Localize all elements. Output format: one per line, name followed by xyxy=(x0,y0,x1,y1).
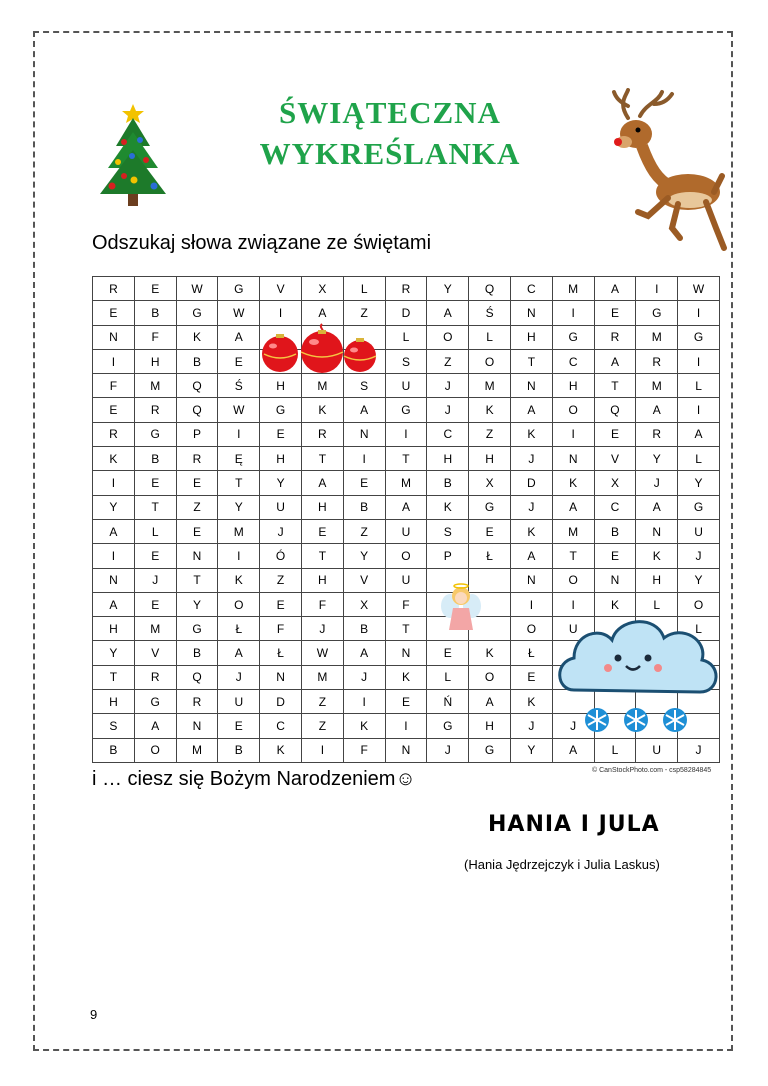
grid-row xyxy=(93,422,720,446)
grid-cell: L xyxy=(343,277,385,301)
grid-cell: K xyxy=(594,592,636,616)
grid-cell: C xyxy=(552,349,594,373)
grid-cell: K xyxy=(301,398,343,422)
grid-cell: Y xyxy=(510,738,552,762)
grid-cell: H xyxy=(260,374,302,398)
grid-cell: H xyxy=(93,690,135,714)
grid-cell: M xyxy=(134,374,176,398)
grid-cell: M xyxy=(636,374,678,398)
grid-cell: K xyxy=(93,447,135,471)
grid-cell: M xyxy=(301,665,343,689)
grid-cell: M xyxy=(301,374,343,398)
grid-cell: K xyxy=(385,665,427,689)
grid-cell: A xyxy=(427,301,469,325)
grid-cell: J xyxy=(427,738,469,762)
grid-cell: L xyxy=(469,325,511,349)
grid-cell: J xyxy=(260,519,302,543)
grid-cell: H xyxy=(552,374,594,398)
grid-cell: H xyxy=(469,714,511,738)
grid-cell: E xyxy=(134,544,176,568)
grid-cell: H xyxy=(134,349,176,373)
grid-cell: E xyxy=(93,398,135,422)
grid-cell: E xyxy=(385,690,427,714)
grid-cell: J xyxy=(427,398,469,422)
grid-cell: C xyxy=(427,422,469,446)
grid-cell: N xyxy=(176,544,218,568)
grid-cell: N xyxy=(385,738,427,762)
grid-cell: Ł xyxy=(510,641,552,665)
grid-cell: B xyxy=(343,495,385,519)
grid-cell: V xyxy=(343,568,385,592)
grid-cell: T xyxy=(510,349,552,373)
grid-cell: I xyxy=(385,422,427,446)
grid-cell: H xyxy=(469,447,511,471)
page-number: 9 xyxy=(90,1007,98,1022)
grid-cell: O xyxy=(385,544,427,568)
grid-cell: X xyxy=(594,471,636,495)
grid-cell: G xyxy=(678,325,720,349)
grid-cell: N xyxy=(510,568,552,592)
grid-cell: K xyxy=(218,568,260,592)
grid-cell: V xyxy=(260,277,302,301)
grid-cell: X xyxy=(301,277,343,301)
grid-cell: Ó xyxy=(260,544,302,568)
grid-cell: K xyxy=(469,641,511,665)
grid-cell: X xyxy=(469,471,511,495)
grid-cell: U xyxy=(385,374,427,398)
grid-cell: G xyxy=(176,301,218,325)
grid-cell: I xyxy=(93,471,135,495)
grid-cell: L xyxy=(678,374,720,398)
grid-cell: N xyxy=(343,422,385,446)
grid-cell: J xyxy=(218,665,260,689)
grid-cell: D xyxy=(260,690,302,714)
grid-cell: I xyxy=(218,544,260,568)
grid-cell: Z xyxy=(301,690,343,714)
grid-cell: M xyxy=(552,277,594,301)
grid-cell: K xyxy=(510,519,552,543)
grid-cell: V xyxy=(134,641,176,665)
grid-cell: E xyxy=(176,519,218,543)
grid-cell: I xyxy=(343,690,385,714)
grid-cell: N xyxy=(260,665,302,689)
grid-cell: Z xyxy=(343,301,385,325)
grid-cell: B xyxy=(176,641,218,665)
grid-cell: J xyxy=(552,714,594,738)
grid-cell: N xyxy=(93,325,135,349)
grid-cell: A xyxy=(343,398,385,422)
grid-cell: Q xyxy=(176,665,218,689)
grid-row xyxy=(93,301,720,325)
grid-cell: I xyxy=(552,592,594,616)
grid-cell: Q xyxy=(176,374,218,398)
grid-cell: X xyxy=(343,592,385,616)
grid-cell: Y xyxy=(343,544,385,568)
grid-cell: L xyxy=(678,617,720,641)
grid-cell: H xyxy=(510,325,552,349)
grid-cell: J xyxy=(636,471,678,495)
grid-cell: A xyxy=(301,301,343,325)
image-credit: © CanStockPhoto.com - csp58284845 xyxy=(592,767,712,774)
grid-cell: O xyxy=(552,398,594,422)
grid-cell: Ę xyxy=(218,447,260,471)
grid-cell: A xyxy=(678,422,720,446)
grid-cell: J xyxy=(343,665,385,689)
grid-cell: Z xyxy=(301,714,343,738)
grid-cell: K xyxy=(510,690,552,714)
grid-cell: G xyxy=(552,325,594,349)
grid-cell: A xyxy=(594,349,636,373)
grid-cell: A xyxy=(343,641,385,665)
grid-cell: B xyxy=(594,519,636,543)
grid-cell: R xyxy=(594,325,636,349)
grid-cell: O xyxy=(427,325,469,349)
grid-cell: A xyxy=(552,495,594,519)
grid-cell: N xyxy=(552,447,594,471)
grid-row xyxy=(93,568,720,592)
grid-cell: T xyxy=(93,665,135,689)
grid-row xyxy=(93,374,720,398)
grid-cell: I xyxy=(260,301,302,325)
grid-cell: F xyxy=(343,738,385,762)
grid-cell: O xyxy=(134,738,176,762)
grid-cell: Ł xyxy=(469,544,511,568)
grid-cell: T xyxy=(385,617,427,641)
grid-cell: A xyxy=(301,471,343,495)
grid-row xyxy=(93,349,720,373)
grid-cell: M xyxy=(385,471,427,495)
grid-cell: G xyxy=(636,301,678,325)
grid-cell: Ś xyxy=(218,374,260,398)
grid-cell: E xyxy=(260,422,302,446)
grid-cell: H xyxy=(301,495,343,519)
grid-cell: U xyxy=(636,738,678,762)
grid-cell: M xyxy=(176,738,218,762)
grid-cell: S xyxy=(385,349,427,373)
grid-cell: I xyxy=(636,277,678,301)
grid-cell: K xyxy=(552,471,594,495)
grid-cell: I xyxy=(678,349,720,373)
grid-cell: R xyxy=(301,422,343,446)
grid-cell: I xyxy=(343,447,385,471)
grid-cell: N xyxy=(510,301,552,325)
grid-cell: E xyxy=(301,519,343,543)
grid-cell: I xyxy=(678,398,720,422)
grid-cell: O xyxy=(469,349,511,373)
grid-cell: H xyxy=(260,447,302,471)
reindeer-icon xyxy=(598,88,728,254)
grid-cell: B xyxy=(93,738,135,762)
grid-cell: Y xyxy=(93,641,135,665)
grid-cell: E xyxy=(93,301,135,325)
grid-cell: E xyxy=(176,471,218,495)
grid-cell: A xyxy=(594,277,636,301)
grid-cell: J xyxy=(510,714,552,738)
grid-cell: A xyxy=(636,495,678,519)
grid-row xyxy=(93,519,720,543)
grid-cell: I xyxy=(385,714,427,738)
grid-cell: B xyxy=(343,617,385,641)
grid-cell: B xyxy=(134,301,176,325)
grid-cell: Y xyxy=(678,471,720,495)
grid-cell: K xyxy=(260,738,302,762)
grid-cell: E xyxy=(594,422,636,446)
grid-cell: O xyxy=(218,592,260,616)
grid-cell: Ń xyxy=(427,690,469,714)
grid-cell: Z xyxy=(260,568,302,592)
grid-cell: T xyxy=(301,544,343,568)
grid-cell: U xyxy=(385,568,427,592)
grid-cell: I xyxy=(93,349,135,373)
grid-cell: S xyxy=(427,519,469,543)
christmas-tree-icon xyxy=(94,96,172,212)
grid-cell: A xyxy=(218,325,260,349)
grid-cell: R xyxy=(93,277,135,301)
grid-cell: N xyxy=(93,568,135,592)
grid-cell: E xyxy=(218,714,260,738)
grid-cell: W xyxy=(218,301,260,325)
page-title xyxy=(220,92,560,174)
grid-cell: R xyxy=(636,349,678,373)
grid-cell: O xyxy=(552,568,594,592)
grid-cell: J xyxy=(510,447,552,471)
grid-cell: G xyxy=(469,495,511,519)
grid-cell: E xyxy=(343,471,385,495)
angel-icon xyxy=(438,582,484,640)
grid-cell: E xyxy=(594,301,636,325)
grid-cell: N xyxy=(594,568,636,592)
grid-cell: R xyxy=(176,447,218,471)
grid-cell: J xyxy=(678,544,720,568)
grid-row xyxy=(93,447,720,471)
grid-cell: T xyxy=(176,568,218,592)
grid-cell: A xyxy=(218,641,260,665)
grid-cell: M xyxy=(134,617,176,641)
grid-cell: Z xyxy=(176,495,218,519)
grid-cell: B xyxy=(134,447,176,471)
grid-cell: Q xyxy=(594,398,636,422)
grid-cell: P xyxy=(427,544,469,568)
grid-cell: J xyxy=(301,617,343,641)
grid-row xyxy=(93,471,720,495)
grid-cell: V xyxy=(594,447,636,471)
grid-row xyxy=(93,398,720,422)
grid-cell: U xyxy=(678,519,720,543)
grid-cell: K xyxy=(427,495,469,519)
grid-cell: E xyxy=(134,592,176,616)
grid-cell: K xyxy=(469,398,511,422)
grid-cell: L xyxy=(427,665,469,689)
grid-cell: Y xyxy=(678,568,720,592)
grid-cell: I xyxy=(510,592,552,616)
grid-cell: I xyxy=(552,422,594,446)
grid-cell: Y xyxy=(636,447,678,471)
grid-cell: E xyxy=(260,592,302,616)
grid-cell: J xyxy=(678,738,720,762)
grid-cell: N xyxy=(510,374,552,398)
grid-cell: C xyxy=(510,277,552,301)
grid-cell: S xyxy=(93,714,135,738)
grid-cell: R xyxy=(93,422,135,446)
grid-cell: G xyxy=(427,714,469,738)
grid-cell: E xyxy=(594,544,636,568)
grid-cell: H xyxy=(427,447,469,471)
grid-cell: U xyxy=(552,617,594,641)
title-line-2: WYKREŚLANKA xyxy=(259,136,521,171)
grid-cell: W xyxy=(678,277,720,301)
grid-cell: M xyxy=(469,374,511,398)
grid-cell: E xyxy=(510,665,552,689)
grid-cell: Z xyxy=(343,519,385,543)
grid-cell: N xyxy=(385,641,427,665)
grid-cell: W xyxy=(176,277,218,301)
grid-cell: J xyxy=(510,495,552,519)
grid-cell: L xyxy=(134,519,176,543)
grid-cell: R xyxy=(385,277,427,301)
title-line-1: ŚWIĄTECZNA xyxy=(279,95,501,130)
grid-cell: Z xyxy=(469,422,511,446)
grid-cell: A xyxy=(636,398,678,422)
grid-cell: W xyxy=(218,398,260,422)
grid-cell: Ś xyxy=(469,301,511,325)
grid-cell: L xyxy=(678,447,720,471)
grid-cell: L xyxy=(385,325,427,349)
grid-cell: I xyxy=(552,301,594,325)
grid-row xyxy=(93,277,720,301)
grid-cell: E xyxy=(134,277,176,301)
grid-cell: D xyxy=(385,301,427,325)
grid-cell: R xyxy=(636,422,678,446)
grid-cell: C xyxy=(260,714,302,738)
grid-cell: H xyxy=(301,568,343,592)
grid-cell: T xyxy=(385,447,427,471)
grid-cell: Y xyxy=(93,495,135,519)
grid-cell: C xyxy=(594,495,636,519)
grid-cell: A xyxy=(93,592,135,616)
grid-cell: E xyxy=(218,349,260,373)
grid-cell: G xyxy=(134,422,176,446)
grid-cell: Ł xyxy=(218,617,260,641)
grid-cell: G xyxy=(134,690,176,714)
grid-cell: A xyxy=(134,714,176,738)
grid-cell: I xyxy=(301,738,343,762)
grid-cell: Y xyxy=(176,592,218,616)
grid-cell: K xyxy=(343,714,385,738)
grid-row xyxy=(93,325,720,349)
grid-cell: U xyxy=(260,495,302,519)
grid-cell: K xyxy=(636,544,678,568)
grid-cell: I xyxy=(678,301,720,325)
grid-cell: A xyxy=(469,690,511,714)
grid-cell: G xyxy=(176,617,218,641)
grid-cell: F xyxy=(134,325,176,349)
grid-cell: E xyxy=(469,519,511,543)
grid-cell: D xyxy=(510,471,552,495)
grid-cell: O xyxy=(510,617,552,641)
grid-cell: Z xyxy=(427,349,469,373)
instructions: Odszukaj słowa związane ze świętami xyxy=(92,232,432,254)
grid-cell: S xyxy=(343,374,385,398)
grid-cell: G xyxy=(678,495,720,519)
grid-cell: T xyxy=(134,495,176,519)
grid-cell: Y xyxy=(427,277,469,301)
grid-cell: J xyxy=(134,568,176,592)
grid-cell: A xyxy=(385,495,427,519)
grid-cell: F xyxy=(385,592,427,616)
grid-cell: M xyxy=(552,519,594,543)
grid-cell: U xyxy=(385,519,427,543)
grid-cell: E xyxy=(134,471,176,495)
grid-cell: R xyxy=(134,398,176,422)
grid-cell: H xyxy=(636,568,678,592)
grid-cell: Q xyxy=(469,277,511,301)
grid-cell: Ł xyxy=(260,641,302,665)
grid-cell: W xyxy=(301,641,343,665)
grid-cell: A xyxy=(510,544,552,568)
cloud-snowflakes-icon xyxy=(552,610,722,746)
grid-cell: N xyxy=(176,714,218,738)
grid-cell: P xyxy=(176,422,218,446)
grid-cell: G xyxy=(260,398,302,422)
grid-cell: F xyxy=(301,592,343,616)
authors-full-names: (Hania Jędrzejczyk i Julia Laskus) xyxy=(464,857,660,872)
grid-cell: B xyxy=(218,738,260,762)
grid-cell: T xyxy=(218,471,260,495)
grid-cell: R xyxy=(134,665,176,689)
christmas-ornaments-icon xyxy=(260,322,380,378)
grid-cell: E xyxy=(427,641,469,665)
grid-cell: N xyxy=(636,519,678,543)
grid-cell: I xyxy=(218,422,260,446)
grid-row xyxy=(93,544,720,568)
grid-cell: Y xyxy=(260,471,302,495)
grid-cell: Q xyxy=(176,398,218,422)
grid-cell: I xyxy=(93,544,135,568)
grid-cell: J xyxy=(427,374,469,398)
grid-cell: L xyxy=(636,592,678,616)
grid-cell: O xyxy=(678,592,720,616)
grid-cell: U xyxy=(218,690,260,714)
grid-cell: O xyxy=(469,665,511,689)
grid-cell: T xyxy=(552,544,594,568)
grid-cell: A xyxy=(93,519,135,543)
closing-text: i … ciesz się Bożym Narodzeniem☺ xyxy=(92,768,416,790)
grid-cell: L xyxy=(594,738,636,762)
grid-cell: M xyxy=(636,325,678,349)
grid-cell: G xyxy=(218,277,260,301)
grid-cell: H xyxy=(93,617,135,641)
grid-cell: M xyxy=(218,519,260,543)
grid-cell: G xyxy=(469,738,511,762)
grid-cell: A xyxy=(510,398,552,422)
grid-row xyxy=(93,495,720,519)
grid-cell: A xyxy=(552,738,594,762)
grid-cell: G xyxy=(385,398,427,422)
grid-cell: T xyxy=(301,447,343,471)
grid-cell: K xyxy=(510,422,552,446)
grid-cell: B xyxy=(176,349,218,373)
grid-cell: R xyxy=(176,690,218,714)
grid-cell: F xyxy=(93,374,135,398)
grid-cell: Y xyxy=(218,495,260,519)
grid-cell: B xyxy=(427,471,469,495)
grid-cell: F xyxy=(260,617,302,641)
grid-cell: T xyxy=(594,374,636,398)
authors-heading: HANIA I JULA xyxy=(488,812,660,837)
grid-cell: K xyxy=(176,325,218,349)
